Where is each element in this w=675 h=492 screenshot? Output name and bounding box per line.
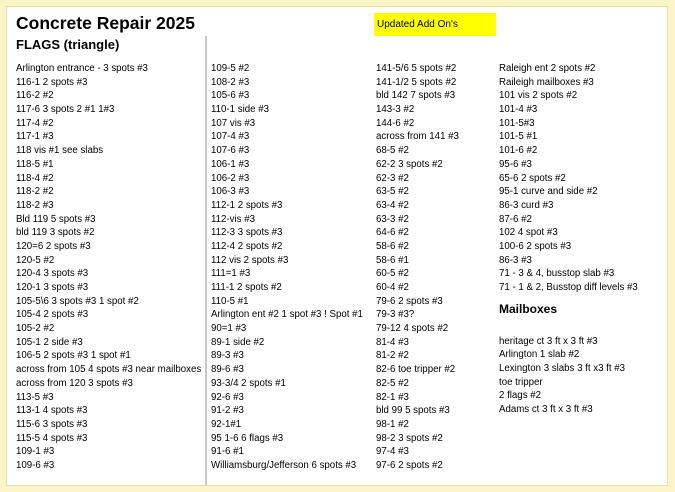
list-item: 106-5 2 spots #3 1 spot #1 [16,350,131,362]
list-item: 100-6 2 spots #3 [499,240,572,252]
list-item: 116-1 2 spots #3 [16,76,88,88]
list-item: 81-2 #2 [376,350,409,362]
list-item: 82-5 #2 [376,377,409,389]
list-item: 109-6 #3 [16,459,55,471]
list-item: 91-6 #1 [211,446,244,458]
list-item: Arlington entrance - 3 spots #3 [16,63,148,74]
list-item: 79-6 2 spots #3 [376,295,443,307]
list-item: across from 120 3 spots #3 [16,377,133,389]
flags-heading: FLAGS (triangle) [16,37,120,52]
list-item: 106-1 #3 [211,158,250,170]
list-item: 112-vis #3 [211,213,255,225]
list-item: bld 142 7 spots #3 [376,90,456,102]
list-item: 97-6 2 spots #2 [376,459,443,471]
list-item: 108-2 #3 [211,76,250,88]
list-item: Raileigh mailboxes #3 [499,76,594,88]
list-item: Arlington ent #2 1 spot #3 ! Spot #1 [211,309,363,321]
list-item: 86-3 #3 [499,254,532,266]
list-item: 89-3 #3 [211,350,244,362]
list-item: 118 vis #1 see slabs [16,145,104,157]
list-item: 105-2 #2 [16,323,55,335]
list-item: 118-5 #1 [16,158,54,170]
list-item: 82-1 #3 [376,391,409,403]
list-item: 111-1 2 spots #2 [211,282,282,293]
list-item: 112-4 2 spots #2 [211,240,283,252]
list-item: 92-1#1 [211,418,242,430]
list-item: 62-2 3 spots #2 [376,158,443,170]
list-item: 95 1-6 6 flags #3 [211,432,284,444]
flags-column-3 [376,62,459,473]
flags-column-1 [16,62,201,473]
list-item: 58-6 #1 [376,254,409,266]
list-item: 113-5 #3 [16,391,54,403]
list-item: 102 4 spot #3 [499,227,558,239]
list-item: 105-6 #3 [211,90,250,102]
list-item: 117-4 #2 [16,117,54,129]
list-item: 110-5 #1 [211,295,249,307]
list-item: 81-4 #3 [376,336,409,348]
mailboxes-heading: Mailboxes [499,301,558,316]
list-item: 101-5 #1 [499,131,538,143]
list-item: heritage ct 3 ft x 3 ft #3 [499,335,598,347]
flags-column-2 [211,62,363,473]
list-item: 109-5 #2 [211,63,250,74]
list-item: 71 - 1 & 2, Busstop diff levels #3 [499,282,638,293]
list-item: 98-2 3 spots #2 [376,432,443,444]
list-item: 118-2 #3 [16,199,54,211]
column-divider [205,36,207,486]
page-title: Concrete Repair 2025 [16,13,195,33]
list-item: 120-4 3 spots #3 [16,268,89,280]
list-item: 95-6 #3 [499,158,532,170]
list-item: 111=1 #3 [211,268,251,280]
list-item: 71 - 3 & 4, busstop slab #3 [499,268,615,280]
list-item: 107-4 #3 [211,131,250,143]
list-item: 101-4 #3 [499,104,538,116]
list-item: 143-3 #2 [376,104,415,116]
list-item: 113-1 4 spots #3 [16,405,88,417]
list-item: 144-6 #2 [376,117,415,129]
list-item: 64-6 #2 [376,227,409,239]
list-item: 112 vis 2 spots #3 [211,254,289,266]
updated-note: Updated Add On's [374,13,496,36]
list-item: Adams ct 3 ft x 3 ft #3 [499,404,593,416]
list-item: 110-1 side #3 [211,104,269,116]
list-item: 79-3 #3? [376,309,415,321]
list-item: 109-1 #3 [16,446,55,458]
list-item: 101-5#3 [499,117,535,129]
list-item: Bld 119 5 spots #3 [16,213,96,225]
list-item: 89-1 side #2 [211,336,265,348]
list-item: 92-6 #3 [211,391,244,403]
list-item: 97-4 #3 [376,446,409,458]
list-item: 63-4 #2 [376,199,409,211]
list-item: Raleigh ent 2 spots #2 [499,63,596,74]
list-item: 62-3 #2 [376,172,409,184]
list-item: 141-5/6 5 spots #2 [376,63,457,74]
list-item: 65-6 2 spots #2 [499,172,566,184]
list-item: 105-5\6 3 spots #3 1 spot #2 [16,295,139,307]
list-item: 106-2 #3 [211,172,250,184]
list-item: 89-6 #3 [211,364,244,376]
list-item: bld 119 3 spots #2 [16,227,95,239]
list-item: 106-3 #3 [211,186,250,198]
list-item: 116-2 #2 [16,90,54,102]
list-item: Arlington 1 slab #2 [499,349,580,361]
list-item: 86-3 curd #3 [499,199,554,211]
list-item: 68-5 #2 [376,145,409,157]
list-item: 117-1 #3 [16,131,54,143]
spreadsheet-sheet [6,6,668,486]
list-item: Williamsburg/Jefferson 6 spots #3 [211,459,357,471]
list-item: 101-6 #2 [499,145,538,157]
list-item: 93-3/4 2 spots #1 [211,377,286,389]
flags-column-4 [499,62,638,417]
list-item: 117-6 3 spots 2 #1 1#3 [16,104,115,116]
list-item: 58-6 #2 [376,240,409,252]
list-item: 63-3 #2 [376,213,409,225]
list-item: 118-2 #2 [16,186,54,198]
list-item: 120=6 2 spots #3 [16,240,91,252]
list-item: 118-4 #2 [16,172,54,184]
list-item: 120-5 #2 [16,254,55,266]
list-item: across from 141 #3 [376,131,459,143]
list-item: 107-6 #3 [211,145,250,157]
list-item: 60-4 #2 [376,282,409,293]
list-item: 101 vis 2 spots #2 [499,90,578,102]
list-item: 79-12 4 spots #2 [376,323,449,335]
list-item: 105-1 2 side #3 [16,336,83,348]
list-item: 112-3 3 spots #3 [211,227,283,239]
list-item: 63-5 #2 [376,186,409,198]
spacer [499,319,638,335]
list-item: across from 105 4 spots #3 near mailboxes [16,364,202,376]
list-item: 90=1 #3 [211,323,247,335]
list-item: 87-6 #2 [499,213,532,225]
list-item: 107 vis #3 [211,117,256,129]
list-item: 60-5 #2 [376,268,409,280]
list-item: bld 99 5 spots #3 [376,405,450,417]
list-item: 98-1 #2 [376,418,409,430]
list-item: 115-5 4 spots #3 [16,432,88,444]
list-item: 115-6 3 spots #3 [16,418,88,430]
list-item: 112-1 2 spots #3 [211,199,283,211]
list-item: 2 flags #2 [499,390,542,402]
list-item: toe tripper [499,376,543,388]
list-item: 141-1/2 5 spots #2 [376,76,457,88]
list-item: 120-1 3 spots #3 [16,282,89,293]
list-item: 95-1 curve and side #2 [499,186,598,198]
list-item: 105-4 2 spots #3 [16,309,89,321]
list-item: 82-6 toe tripper #2 [376,364,456,376]
list-item: Lexington 3 slabs 3 ft x3 ft #3 [499,363,626,375]
list-item: 91-2 #3 [211,405,244,417]
